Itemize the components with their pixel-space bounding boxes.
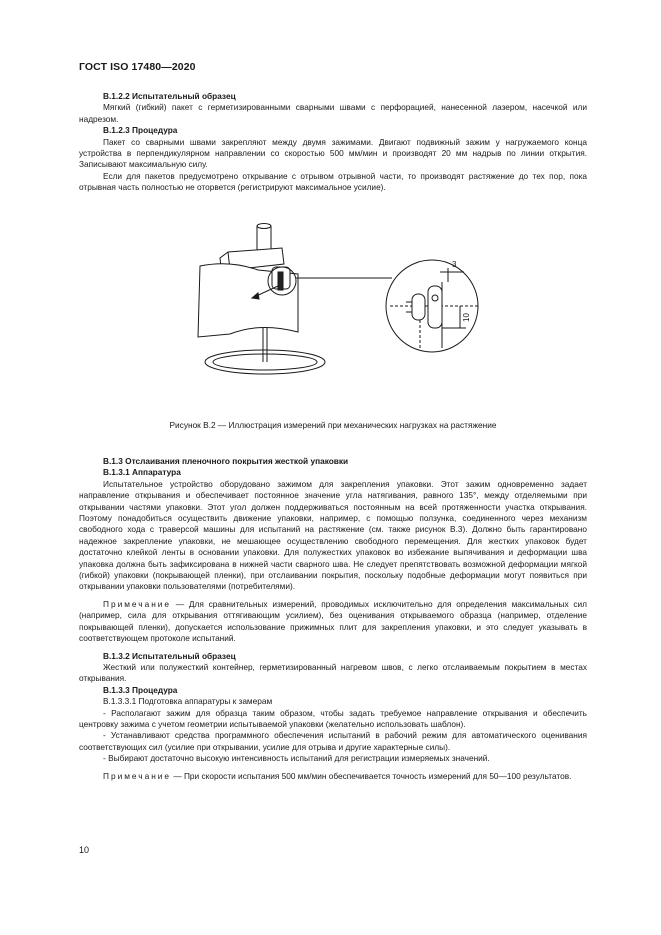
page-number: 10 xyxy=(79,845,90,855)
paragraph-b1331: В.1.3.3.1 Подготовка аппаратуры к замерам xyxy=(103,696,273,707)
note-1-text: — Для сравнительных измерений, проводимых исключительно для определения максимальных сил (например, сила для открывания оттягивающим усилием), без оценивания открываемого образца (например, отделение покрывающей пленки), допускается использование прижимных плит для закрепления упаковки, и это следует указывать в соответствующем протоколе испытаний. xyxy=(79,598,587,644)
heading-b131: В.1.3.1 Аппаратура xyxy=(103,467,181,478)
heading-b123: В.1.2.3 Процедура xyxy=(103,125,178,136)
paragraph-b123-1: Пакет со сварными швами закрепляют между двумя зажимами. Двигают подвижный зажим у нагружаемого конца устройства в перпендикулярном направлении со скоростью 500 мм/мин и производят 20 мм надрыв по линии открытия. Записывают максимальную силу. xyxy=(79,136,587,170)
section-b12 xyxy=(79,91,587,194)
list-item-1: - Располагают зажим для образца таким образом, чтобы задать требуемое направление открывания и обеспечить центровку зажима с учетом геометрии испытываемой упаковки (желательно использовать шаблон). xyxy=(79,707,587,729)
document-header: ГОСТ ISO 17480—2020 xyxy=(79,61,196,73)
figure-caption: Рисунок В.2 — Иллюстрация измерений при механических нагрузках на растяжение xyxy=(169,420,497,430)
list-item-2: - Устанавливают средства программного обеспечения испытаний в рабочий режим для автоматического оценивания соответствующих сил (усилие при открывании, усилие для отрыва и другие характерные силы). xyxy=(79,730,587,752)
note-1 xyxy=(79,599,587,645)
note-1-label: Примечание xyxy=(103,598,172,609)
heading-b132: В.1.3.2 Испытательный образец xyxy=(103,650,236,661)
dimension-10: 10 xyxy=(462,313,471,322)
heading-b133: В.1.3.3 Процедура xyxy=(103,684,178,695)
dimension-3: 3 xyxy=(452,260,457,269)
paragraph-b122: Мягкий (гибкий) пакет с герметизированными сварными швами с перфорацией, нанесенной лазером, насечкой или надрезом. xyxy=(79,102,587,124)
paragraph-b123-2: Если для пакетов предусмотрено открывание с отрывом отрывной части, то производят растяжение до тех пор, пока отрывная часть полностью не оторвется (регистрируют максимальное усилие). xyxy=(79,170,587,193)
heading-b122: В.1.2.2 Испытательный образец xyxy=(103,91,236,101)
paragraph-b131: Испытательное устройство оборудовано зажимом для закрепления упаковки. Этот зажим одновременно задает направление открывания и обеспечивает постоянное значение угла натягивания, равного 135°, между отделяемыми при открывании частями упаковки. Этот угол должен поддерживаться постоянным на всей протяженности участка открывания. Поэтому понадобиться осуществить движение упаковки, например, с помощью ползунка, соединенного через механизм свободного хода с траверсой машины для испытаний на растяжение (см. также рисунок В.3). Должно быть гарантировано надежное закрепление упаковки, не мешающее осуществлению свободного перемещения. Для жестких упаковок будет достаточно клейкой ленты в основании упаковки. Для полужестких упаковок во избежание выпячивания и деформации шва упаковка должна быть зафиксирована в нижней части сварного шва. Не следует препятствовать возможной деформации мягкой (гибкой) упаковки (покрывающей пленки), при отслаивании покрытия, поскольку подобные деформации могут появиться при открывании упаковки пользователями (потребителями). xyxy=(79,478,587,592)
upper-shaft xyxy=(257,226,271,252)
section-b13 xyxy=(79,456,587,782)
figure-b2-illustration xyxy=(170,222,500,404)
note-2-label: Примечание xyxy=(103,770,172,781)
paragraph-b132: Жесткий или полужесткий контейнер, герметизированный нагревом швов, с легко отслаиваемым покрытием в местах открывания. xyxy=(79,661,587,684)
note-2 xyxy=(79,771,587,782)
list-item-3: - Выбирают достаточно высокую интенсивность испытаний для регистрации измеряемых значений. xyxy=(103,753,490,764)
base-plate-inner xyxy=(213,354,317,370)
note-2-text: — При скорости испытания 500 мм/мин обеспечивается точность измерений для 50—100 результатов. xyxy=(171,770,572,781)
heading-b13: В.1.3 Отслаивания пленочного покрытия жесткой упаковки xyxy=(103,456,349,466)
